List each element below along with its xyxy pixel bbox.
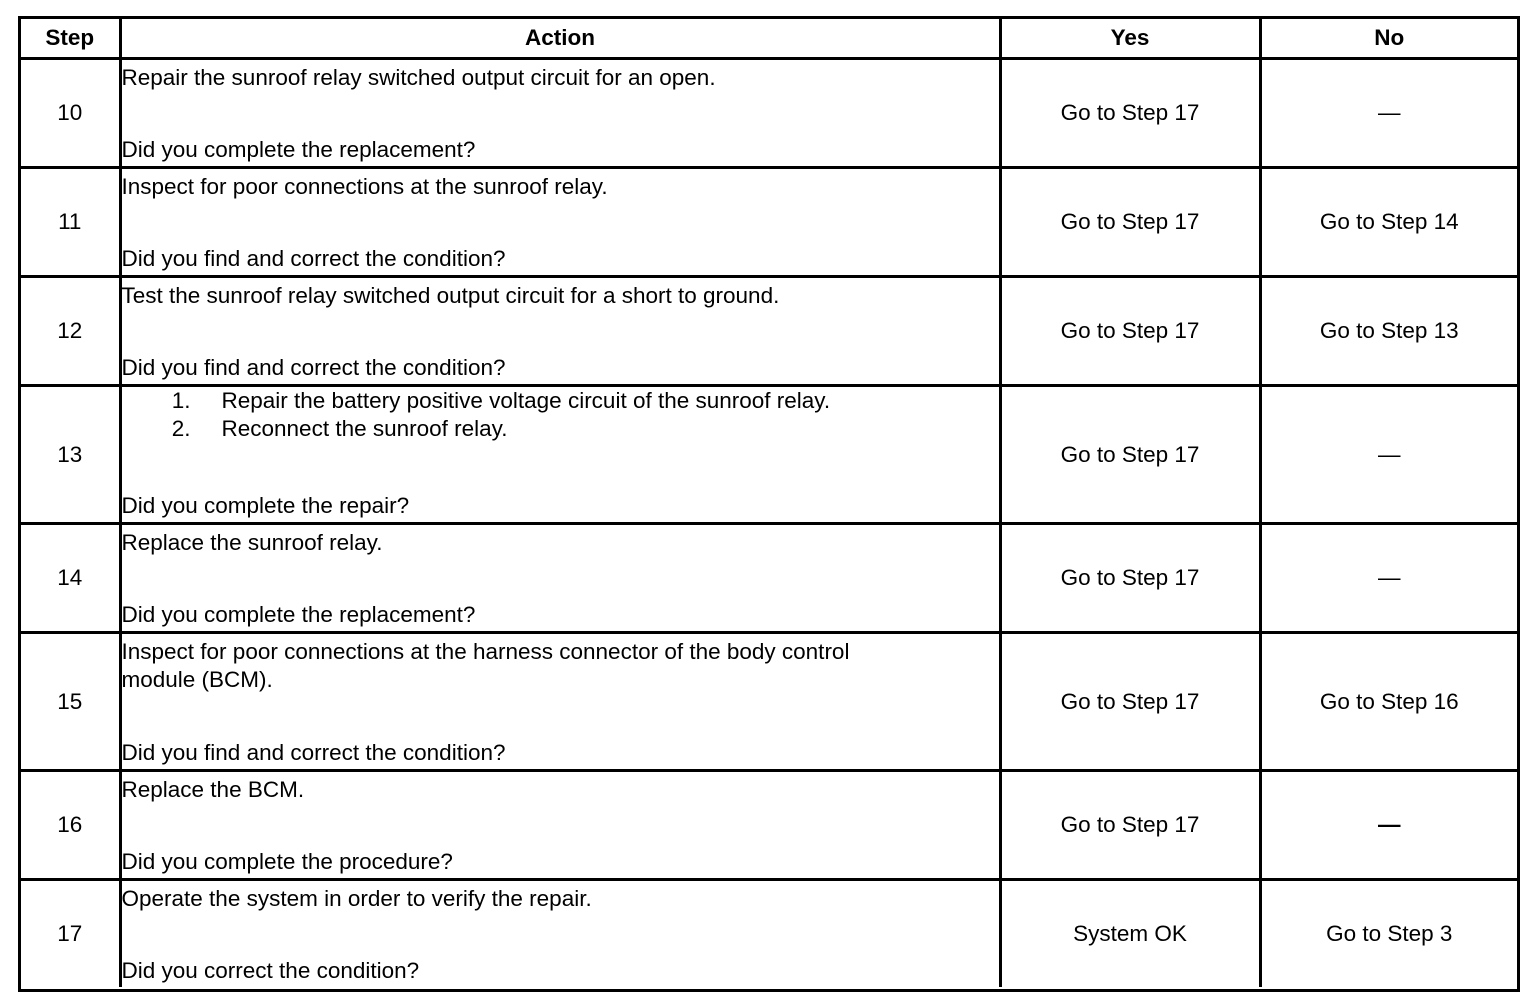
list-item — [122, 387, 999, 415]
action-text: Inspect for poor connections at the sunroof relay. — [121, 174, 608, 199]
action-question: Did you complete the procedure? — [121, 849, 453, 874]
action-text: Replace the sunroof relay. — [121, 530, 383, 555]
step-number: 10 — [21, 59, 120, 168]
yes-result: Go to Step 17 — [1000, 277, 1260, 386]
action-question: Did you complete the replacement? — [121, 602, 476, 627]
no-result: Go to Step 16 — [1260, 633, 1517, 771]
yes-result: Go to Step 17 — [1000, 168, 1260, 277]
list-item-text: Reconnect the sunroof relay. — [221, 416, 508, 441]
yes-result: Go to Step 17 — [1000, 524, 1260, 633]
table-row — [21, 59, 1517, 168]
action-cell — [120, 771, 1000, 880]
action-cell — [120, 880, 1000, 988]
action-cell — [120, 524, 1000, 633]
table-header-row — [21, 19, 1517, 59]
no-result: — — [1260, 771, 1517, 880]
header-action: Action — [120, 19, 1000, 59]
action-question: Did you find and correct the condition? — [121, 355, 506, 380]
table-row — [21, 771, 1517, 880]
step-number: 15 — [21, 633, 120, 771]
action-question: Did you correct the condition? — [121, 958, 420, 983]
table-row — [21, 277, 1517, 386]
action-cell — [120, 386, 1000, 524]
step-number: 11 — [21, 168, 120, 277]
action-text: Repair the sunroof relay switched output circuit for an open. — [121, 65, 716, 90]
yes-result: System OK — [1000, 880, 1260, 988]
action-text-line: Inspect for poor connections at the harness connector of the body control — [121, 639, 850, 664]
action-text — [122, 634, 999, 694]
action-question: Did you complete the replacement? — [121, 137, 476, 162]
action-text: Operate the system in order to verify the repair. — [121, 886, 592, 911]
action-question: Did you find and correct the condition? — [121, 740, 506, 765]
table-row — [21, 168, 1517, 277]
yes-result: Go to Step 17 — [1000, 771, 1260, 880]
list-item-text: Repair the battery positive voltage circuit of the sunroof relay. — [221, 388, 831, 413]
header-yes: Yes — [1000, 19, 1260, 59]
diagnostic-table-frame — [18, 16, 1520, 992]
step-number: 17 — [21, 880, 120, 988]
action-question: Did you complete the repair? — [121, 493, 410, 518]
no-result: Go to Step 13 — [1260, 277, 1517, 386]
yes-result: Go to Step 17 — [1000, 633, 1260, 771]
action-text: Test the sunroof relay switched output circuit for a short to ground. — [121, 283, 780, 308]
no-result: — — [1260, 524, 1517, 633]
table-row — [21, 880, 1517, 988]
list-item — [122, 415, 999, 443]
no-result: Go to Step 3 — [1260, 880, 1517, 988]
action-cell — [120, 59, 1000, 168]
action-question: Did you find and correct the condition? — [121, 246, 506, 271]
step-number: 12 — [21, 277, 120, 386]
table-row — [21, 633, 1517, 771]
action-cell — [120, 633, 1000, 771]
action-cell — [120, 168, 1000, 277]
table-row — [21, 386, 1517, 524]
no-result: — — [1260, 59, 1517, 168]
step-number: 13 — [21, 386, 120, 524]
table-row — [21, 524, 1517, 633]
diagnostic-table — [21, 19, 1517, 987]
action-cell — [120, 277, 1000, 386]
no-result: — — [1260, 386, 1517, 524]
list-item-number: 2. — [171, 416, 191, 441]
header-step: Step — [21, 19, 120, 59]
no-result: Go to Step 14 — [1260, 168, 1517, 277]
action-text: Replace the BCM. — [121, 777, 305, 802]
yes-result: Go to Step 17 — [1000, 59, 1260, 168]
action-numbered-list — [122, 387, 999, 443]
step-number: 14 — [21, 524, 120, 633]
list-item-number: 1. — [171, 388, 191, 413]
step-number: 16 — [21, 771, 120, 880]
action-text-line: module (BCM). — [121, 667, 273, 692]
header-no: No — [1260, 19, 1517, 59]
yes-result: Go to Step 17 — [1000, 386, 1260, 524]
